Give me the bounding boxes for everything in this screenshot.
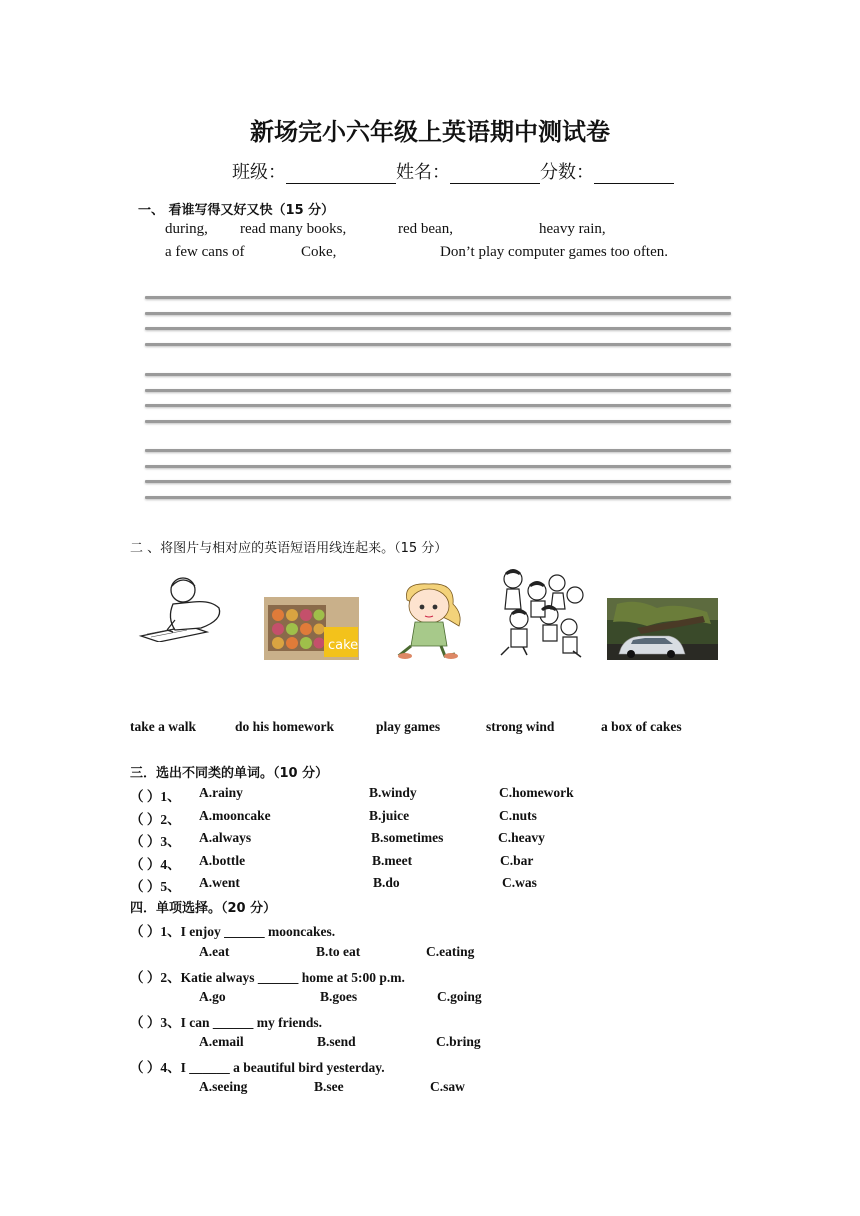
phrase-do-his-homework[interactable]: do his homework: [235, 719, 335, 734]
s4-q1[interactable]: （ ）1、I enjoy ______ mooncakes.: [130, 924, 336, 939]
children-playing-icon: [497, 565, 592, 660]
s3-item3-option-a: A.always: [199, 830, 252, 845]
word-a-few-cans-of: a few cans of: [165, 244, 245, 260]
s3-item4-number[interactable]: （ ）4、: [130, 857, 181, 872]
score-label: 分数：: [540, 162, 594, 183]
s3-item2-number[interactable]: （ ）2、: [130, 812, 181, 827]
word-during: during,: [165, 221, 208, 237]
girl-walking-icon: [389, 580, 471, 660]
s4-q3-option-c: C.bring: [436, 1034, 481, 1049]
s4-q3[interactable]: （ ）3、I can ______ my friends.: [130, 1015, 322, 1030]
s4-q4[interactable]: （ ）4、I ______ a beautiful bird yesterday.: [130, 1060, 385, 1075]
s3-item1-number[interactable]: （ ）1、: [130, 789, 181, 804]
s3-item4-option-b: B.meet: [372, 853, 413, 868]
score-blank[interactable]: [594, 163, 674, 184]
page-title: 新场完小六年级上英语期中测试卷: [250, 118, 610, 146]
s3-item2-option-c: C.nuts: [499, 808, 537, 823]
s4-q2-option-a: A.go: [199, 989, 226, 1004]
boy-writing-icon: [137, 574, 229, 642]
s4-q2-option-b: B.goes: [320, 989, 358, 1004]
word-dont-play: Don’t play computer games too often.: [440, 244, 669, 260]
phrase-strong-wind[interactable]: strong wind: [486, 719, 555, 734]
s4-q4-option-c: C.saw: [430, 1079, 465, 1094]
s4-q2-option-c: C.going: [437, 989, 482, 1004]
student-info-line: [232, 158, 674, 184]
s3-item2-option-b: B.juice: [369, 808, 410, 823]
s4-q4-option-a: A.seeing: [199, 1079, 248, 1094]
word-red-bean: red bean,: [398, 221, 453, 237]
s3-item5-option-c: C.was: [502, 875, 537, 890]
word-heavy-rain: heavy rain,: [539, 221, 606, 237]
section3-heading: 三．选出不同类的单词。（10 分）: [130, 766, 329, 781]
s3-item5-option-b: B.do: [373, 875, 400, 890]
s4-q2[interactable]: （ ）2、Katie always ______ home at 5:00 p.m.: [130, 970, 405, 985]
s3-item4-option-c: C.bar: [500, 853, 534, 868]
s4-q1-option-a: A.eat: [199, 944, 230, 959]
s4-q3-option-a: A.email: [199, 1034, 244, 1049]
s3-item5-option-a: A.went: [199, 875, 240, 890]
s3-item2-option-a: A.mooncake: [199, 808, 271, 823]
class-label: 班级：: [232, 162, 286, 183]
phrase-play-games[interactable]: play games: [376, 719, 441, 734]
class-blank[interactable]: [286, 163, 396, 184]
cake-label: cake: [328, 638, 359, 653]
name-blank[interactable]: [450, 163, 540, 184]
s4-q1-option-c: C.eating: [426, 944, 475, 959]
section4-heading: 四．单项选择。（20 分）: [130, 901, 277, 916]
s4-q3-option-b: B.send: [317, 1034, 356, 1049]
cake-box-icon: [264, 597, 359, 660]
s3-item5-number[interactable]: （ ）5、: [130, 879, 181, 894]
s3-item3-number[interactable]: （ ）3、: [130, 834, 181, 849]
word-coke: Coke,: [301, 244, 337, 260]
storm-car-icon: [607, 598, 718, 660]
section2-heading: 二 、将图片与相对应的英语短语用线连起来。（15 分）: [130, 541, 448, 556]
s3-item1-option-a: A.rainy: [199, 785, 243, 800]
phrase-a-box-of-cakes[interactable]: a box of cakes: [601, 719, 682, 734]
s4-q1-option-b: B.to eat: [316, 944, 361, 959]
word-read-many-books: read many books,: [240, 221, 347, 237]
phrase-take-a-walk[interactable]: take a walk: [130, 719, 197, 734]
section1-heading: 一、 看谁写得又好又快（15 分）: [138, 203, 335, 218]
s3-item3-option-b: B.sometimes: [371, 830, 444, 845]
name-label: 姓名：: [396, 162, 450, 183]
s3-item1-option-c: C.homework: [499, 785, 574, 800]
s3-item3-option-c: C.heavy: [498, 830, 545, 845]
s3-item4-option-a: A.bottle: [199, 853, 246, 868]
s4-q4-option-b: B.see: [314, 1079, 344, 1094]
s3-item1-option-b: B.windy: [369, 785, 417, 800]
